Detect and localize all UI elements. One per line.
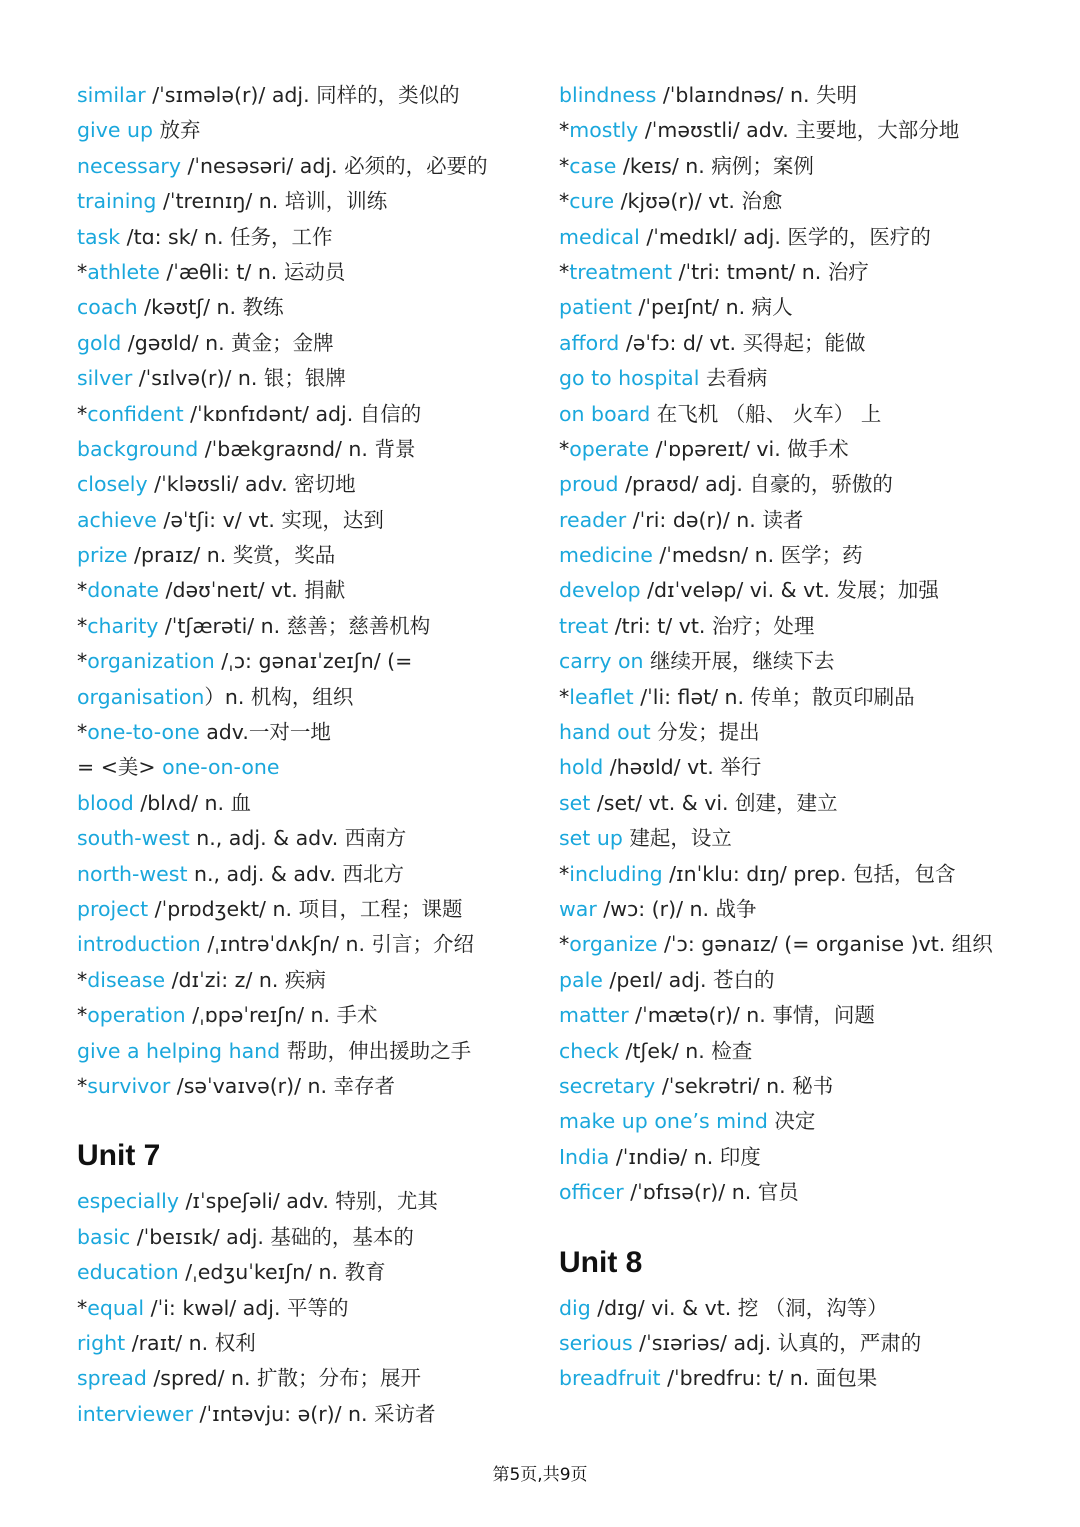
entry-definition: 继续开展，继续下去 [643, 649, 835, 674]
entry-definition: /ˈɪndiə/ n. 印度 [609, 1144, 761, 1169]
vocab-entry [559, 361, 1059, 396]
page-footer: 第5页,共9页 [492, 1465, 588, 1485]
vocab-entry [77, 184, 547, 219]
entry-definition: /raɪt/ n. 权利 [125, 1330, 256, 1355]
entry-word: secretary [559, 1073, 656, 1098]
right-column [559, 78, 1059, 1397]
entry-star: * [559, 861, 570, 886]
entry-word: south-west [77, 826, 190, 851]
entry-star: * [77, 1073, 88, 1098]
entry-definition: /kjʊə(r)/ vt. 治愈 [614, 189, 783, 214]
vocab-entry [77, 1069, 547, 1104]
entry-definition: n., adj. & adv. 西南方 [189, 826, 407, 851]
vocab-entry [77, 1220, 547, 1255]
entry-definition: /ˌɔ: gənaɪˈzeɪʃn/ (= [214, 649, 413, 674]
entry-word: set [559, 790, 591, 815]
entry-word: organize [569, 932, 658, 957]
entry-word: survivor [87, 1073, 171, 1098]
entry-word: serious [559, 1330, 633, 1355]
vocab-entry [559, 255, 1059, 290]
entry-star: * [559, 153, 570, 178]
vocab-entry [77, 1361, 547, 1396]
entry-definition: 在飞机 （船、 火车） 上 [650, 401, 882, 426]
vocab-entry [77, 1255, 547, 1290]
entry-word: basic [77, 1224, 131, 1249]
entry-word: hold [559, 755, 604, 780]
vocab-entry [77, 609, 547, 644]
vocab-entry [77, 326, 547, 361]
entry-definition: 帮助，伸出援助之手 [280, 1038, 472, 1063]
vocab-entry [559, 1291, 1059, 1326]
entry-word: especially [77, 1189, 179, 1214]
entry-word: operate [569, 436, 650, 461]
left-column [77, 78, 547, 1432]
entry-word: right [77, 1330, 126, 1355]
right-entries-b [559, 1291, 1059, 1397]
entry-definition: /ˈɒpəreɪt/ vi. 做手术 [649, 436, 849, 461]
vocab-entry [77, 892, 547, 927]
entry-definition: /keɪs/ n. 病例；案例 [616, 153, 814, 178]
entry-star: * [559, 684, 570, 709]
entry-definition: /ˌedʒuˈkeɪʃn/ n. 教育 [178, 1260, 386, 1285]
entry-definition: /ˈmætə(r)/ n. 事情，问题 [628, 1003, 875, 1028]
entry-definition: /dəʊˈneɪt/ vt. 捐献 [159, 578, 346, 603]
vocab-entry [559, 220, 1059, 255]
entry-star: * [77, 401, 88, 426]
entry-definition: /ɪˈspeʃəli/ adv. 特别，尤其 [178, 1189, 438, 1214]
entry-definition: /ˈblaɪndnəs/ n. 失明 [656, 83, 858, 107]
entry-word: give a helping hand [77, 1038, 281, 1063]
vocab-entry [77, 467, 547, 502]
vocab-entry [77, 644, 547, 679]
entry-word: education [77, 1260, 179, 1285]
vocab-entry [77, 397, 547, 432]
entry-star: * [77, 259, 88, 284]
entry-word: leaflet [569, 684, 634, 709]
vocab-entry [77, 255, 547, 290]
entry-word: pale [559, 967, 603, 992]
entry-definition: /ˈtʃærəti/ n. 慈善；慈善机构 [158, 613, 431, 638]
unit-heading-left: Unit 7 [77, 1139, 161, 1173]
vocab-entry [77, 715, 547, 750]
vocab-entry [559, 927, 1059, 962]
entry-word: afford [559, 330, 620, 355]
entry-definition: /ˈsɪlvə(r)/ n. 银；银牌 [132, 366, 346, 391]
vocab-entry [77, 857, 547, 892]
entry-definition: /ˈprɒdʒekt/ n. 项目，工程；课题 [148, 896, 463, 921]
entry-star: * [77, 1003, 88, 1028]
entry-word: medicine [559, 543, 653, 568]
entry-word: treatment [569, 259, 673, 284]
entry-definition: /wɔ: (r)/ n. 战争 [596, 896, 757, 921]
entry-definition: /ˈi: kwəl/ adj. 平等的 [144, 1295, 349, 1320]
entry-word: equal [87, 1295, 145, 1320]
entry-word: introduction [77, 932, 201, 957]
vocab-entry [559, 503, 1059, 538]
entry-definition: /spred/ n. 扩散；分布；展开 [146, 1366, 422, 1391]
vocab-entry [559, 467, 1059, 502]
vocab-entry [77, 1326, 547, 1361]
vocab-entry [77, 680, 547, 715]
vocab-entry [559, 680, 1059, 715]
entry-definition: /gəʊld/ n. 黄金；金牌 [121, 330, 334, 355]
vocab-entry [559, 786, 1059, 821]
vocab-entry [77, 361, 547, 396]
entry-definition: n., adj. & adv. 西北方 [187, 861, 405, 886]
entry-definition: 决定 [767, 1109, 816, 1134]
vocab-entry [559, 1140, 1059, 1175]
entry-word: one-to-one [87, 720, 200, 745]
entry-word: athlete [87, 259, 160, 284]
entry-definition: /dɪˈzi: z/ n. 疾病 [165, 967, 326, 992]
entry-word: cure [569, 189, 615, 214]
entry-word: organisation [77, 684, 205, 709]
entry-word: closely [77, 472, 148, 497]
entry-word: north-west [77, 861, 188, 886]
vocab-entry [559, 78, 1059, 113]
entry-word: confident [87, 401, 184, 426]
vocab-entry [77, 1291, 547, 1326]
vocab-entry [77, 538, 547, 573]
vocab-entry [77, 149, 547, 184]
entry-star: * [559, 932, 570, 957]
entry-star: * [77, 720, 88, 745]
vocab-entry [559, 1175, 1059, 1210]
right-entries-a [559, 78, 1059, 1211]
entry-star: * [559, 259, 570, 284]
entry-star: * [559, 436, 570, 461]
vocab-entry [77, 573, 547, 608]
entry-definition: /əˈfɔ: d/ vt. 买得起；能做 [619, 330, 866, 355]
entry-definition: /ˈmedɪkl/ adj. 医学的，医疗的 [639, 224, 931, 249]
entry-word: project [77, 896, 149, 921]
vocab-entry [559, 1034, 1059, 1069]
vocab-entry [77, 786, 547, 821]
vocab-entry [559, 538, 1059, 573]
entry-word: including [569, 861, 663, 886]
entry-definition: 分发；提出 [650, 720, 760, 745]
entry-definition: /ˈli: flət/ n. 传单；散页印刷品 [633, 684, 915, 709]
entry-star: * [77, 967, 88, 992]
vocab-entry [559, 715, 1059, 750]
entry-definition: /ˌɒpəˈreɪʃn/ n. 手术 [185, 1003, 378, 1028]
vocab-entry [559, 821, 1059, 856]
vocab-entry [559, 397, 1059, 432]
vocab-entry [77, 1184, 547, 1219]
vocab-entry [559, 857, 1059, 892]
vocab-entry [559, 963, 1059, 998]
entry-definition: adv.一对一地 [199, 720, 331, 745]
vocab-entry [559, 184, 1059, 219]
entry-definition: /ˈtri: tmənt/ n. 治疗 [672, 259, 869, 284]
vocab-entry [77, 1034, 547, 1069]
vocab-entry [559, 1326, 1059, 1361]
entry-star: * [77, 1295, 88, 1320]
entry-word: on board [559, 401, 651, 426]
left-entries-b [77, 1184, 547, 1432]
entry-word: charity [87, 613, 159, 638]
entry-definition: /ˈməʊstli/ adv. 主要地，大部分地 [638, 118, 960, 143]
entry-word: task [77, 224, 121, 249]
entry-definition: /blʌd/ n. 血 [133, 790, 252, 815]
vocab-entry [77, 927, 547, 962]
entry-word: background [77, 436, 199, 461]
entry-definition: ）n. 机构，组织 [204, 684, 354, 709]
entry-definition: /ˈbeɪsɪk/ adj. 基础的，基本的 [130, 1224, 414, 1249]
vocab-entry [559, 644, 1059, 679]
entry-definition: /dɪg/ vi. & vt. 挖 （洞，沟等） [590, 1295, 888, 1320]
entry-definition: /praʊd/ adj. 自豪的，骄傲的 [618, 472, 893, 497]
vocab-entry [77, 503, 547, 538]
entry-definition: /ˈsɪmələ(r)/ adj. 同样的，类似的 [145, 83, 460, 107]
entry-definition: /peɪl/ adj. 苍白的 [602, 967, 775, 992]
entry-definition: /ˈnesəsəri/ adj. 必须的，必要的 [180, 153, 488, 178]
entry-word: training [77, 189, 157, 214]
entry-definition: /ˈsekrətri/ n. 秘书 [655, 1073, 834, 1098]
vocab-entry [77, 78, 547, 113]
entry-definition: 去看病 [699, 366, 768, 391]
entry-word: gold [77, 330, 122, 355]
entry-word: organization [87, 649, 215, 674]
entry-word: blood [77, 790, 134, 815]
vocab-entry [559, 1069, 1059, 1104]
vocab-entry [559, 149, 1059, 184]
entry-definition: /ˈpeɪʃnt/ n. 病人 [631, 295, 793, 320]
entry-word: interviewer [77, 1401, 194, 1426]
entry-word: matter [559, 1003, 629, 1028]
entry-definition: /tri: t/ vt. 治疗；处理 [608, 613, 815, 638]
entry-word: medical [559, 224, 640, 249]
entry-word: case [569, 153, 617, 178]
entry-word: make up one’s mind [559, 1109, 768, 1134]
vocab-entry [77, 1397, 547, 1432]
entry-word: necessary [77, 153, 181, 178]
vocab-entry [559, 1104, 1059, 1139]
entry-word: hand out [559, 720, 651, 745]
entry-word: coach [77, 295, 138, 320]
entry-star: * [77, 649, 88, 674]
entry-definition: /ˈtreɪnɪŋ/ n. 培训，训练 [156, 189, 388, 214]
entry-star: * [77, 578, 88, 603]
entry-word: give up [77, 118, 153, 143]
entry-word: similar [77, 83, 146, 107]
entry-definition: /ˌɪntrəˈdʌkʃn/ n. 引言；介绍 [200, 932, 475, 957]
entry-word: spread [77, 1366, 147, 1391]
vocab-entry [559, 573, 1059, 608]
entry-definition: /ˈɒfɪsə(r)/ n. 官员 [623, 1180, 799, 1205]
entry-word: achieve [77, 507, 157, 532]
vocab-entry [77, 821, 547, 856]
entry-word: breadfruit [559, 1366, 661, 1391]
vocab-entry [77, 998, 547, 1033]
entry-word: treat [559, 613, 609, 638]
vocab-entry [77, 290, 547, 325]
vocab-entry [559, 892, 1059, 927]
entry-word: set up [559, 826, 623, 851]
entry-definition: /tɑ: sk/ n. 任务，工作 [120, 224, 333, 249]
entry-definition: /ˈɪntəvju: ə(r)/ n. 采访者 [193, 1401, 436, 1426]
entry-definition: /əˈtʃi: v/ vt. 实现，达到 [156, 507, 384, 532]
entry-definition: = <美> [77, 755, 163, 780]
vocab-entry [559, 998, 1059, 1033]
entry-definition: /ˈmedsn/ n. 医学；药 [652, 543, 863, 568]
entry-definition: /ˈkɒnfɪdənt/ adj. 自信的 [183, 401, 422, 426]
entry-word: blindness [559, 83, 657, 107]
vocab-entry [559, 432, 1059, 467]
entry-definition: /həʊld/ vt. 举行 [603, 755, 762, 780]
vocab-entry [77, 963, 547, 998]
vocab-entry [77, 750, 547, 785]
entry-star: * [559, 118, 570, 143]
entry-word: India [559, 1144, 610, 1169]
vocab-entry [559, 290, 1059, 325]
vocab-entry [77, 113, 547, 148]
entry-word: silver [77, 366, 133, 391]
vocab-entry [559, 1361, 1059, 1396]
entry-definition: /kəʊtʃ/ n. 教练 [137, 295, 284, 320]
entry-definition: /set/ vt. & vi. 创建，建立 [590, 790, 838, 815]
entry-definition: /ɪnˈklu: dɪŋ/ prep. 包括，包含 [662, 861, 956, 886]
entry-definition: 建起，设立 [622, 826, 732, 851]
entry-star: * [559, 189, 570, 214]
entry-word: check [559, 1038, 620, 1063]
entry-word: prize [77, 543, 128, 568]
entry-star: * [77, 613, 88, 638]
entry-word: develop [559, 578, 641, 603]
vocab-entry [559, 113, 1059, 148]
vocab-entry [559, 326, 1059, 361]
entry-word: operation [87, 1003, 186, 1028]
entry-word: one-on-one [162, 755, 280, 780]
entry-word: carry on [559, 649, 644, 674]
entry-word: officer [559, 1180, 624, 1205]
entry-definition: /tʃek/ n. 检查 [619, 1038, 753, 1063]
entry-definition: /dɪˈveləp/ vi. & vt. 发展；加强 [640, 578, 939, 603]
entry-word: dig [559, 1295, 591, 1320]
entry-definition: /ˈɔ: gənaɪz/ (= organise )vt. 组织 [657, 932, 993, 957]
entry-word: mostly [569, 118, 639, 143]
entry-word: war [559, 896, 597, 921]
entry-definition: /ˈsɪəriəs/ adj. 认真的，严肃的 [632, 1330, 922, 1355]
entry-definition: /ˈri: də(r)/ n. 读者 [626, 507, 804, 532]
left-entries-a [77, 78, 547, 1104]
entry-word: go to hospital [559, 366, 700, 391]
entry-definition: 放弃 [152, 118, 201, 143]
vocab-entry [559, 609, 1059, 644]
entry-definition: /ˈbækgraʊnd/ n. 背景 [198, 436, 416, 461]
unit-heading-right: Unit 8 [559, 1245, 643, 1279]
entry-word: reader [559, 507, 627, 532]
entry-word: proud [559, 472, 619, 497]
vocab-entry [559, 750, 1059, 785]
vocab-entry [77, 432, 547, 467]
entry-word: donate [87, 578, 160, 603]
entry-definition: /ˈbredfru: t/ n. 面包果 [660, 1366, 878, 1391]
entry-definition: /səˈvaɪvə(r)/ n. 幸存者 [170, 1073, 396, 1098]
vocab-entry [77, 220, 547, 255]
entry-definition: /ˈæθli: t/ n. 运动员 [159, 259, 346, 284]
entry-definition: /ˈkləʊsli/ adv. 密切地 [147, 472, 356, 497]
entry-definition: /praɪz/ n. 奖赏，奖品 [127, 543, 336, 568]
entry-word: disease [87, 967, 166, 992]
entry-word: patient [559, 295, 632, 320]
